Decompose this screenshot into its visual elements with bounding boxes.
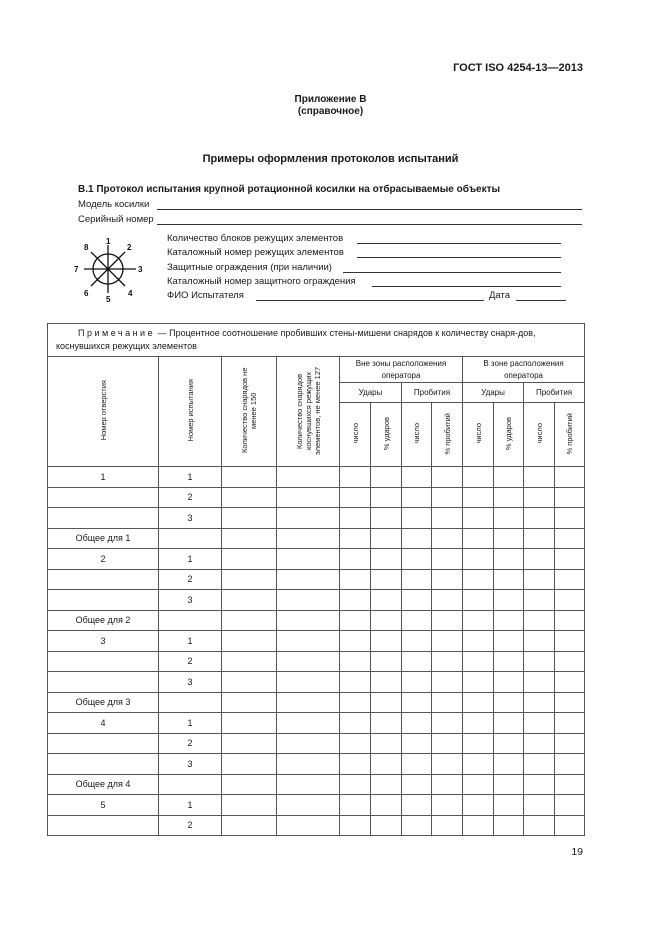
mower-model-line[interactable] [157, 209, 582, 210]
entry-cell[interactable] [340, 549, 371, 570]
blocks-count-line[interactable] [357, 243, 561, 244]
entry-cell[interactable] [340, 795, 371, 816]
entry-cell[interactable] [555, 733, 585, 754]
annex-note: (справочное) [297, 106, 364, 117]
leaf-pen-pct-header: % пробитий [432, 403, 463, 467]
entry-cell[interactable] [277, 651, 340, 672]
entry-cell[interactable] [340, 467, 371, 488]
main-title: Примеры оформления протоколов испытаний [202, 153, 459, 165]
table-row [48, 487, 585, 508]
entry-cell[interactable] [402, 610, 432, 631]
entry-cell[interactable] [555, 590, 585, 611]
test-cell [159, 610, 222, 631]
entry-cell[interactable] [371, 508, 402, 529]
entry-cell[interactable] [402, 651, 432, 672]
entry-cell[interactable] [524, 528, 555, 549]
diagram-label-5: 5 [106, 295, 111, 304]
inside-pen-header: Пробития [524, 383, 585, 403]
table-row [48, 651, 585, 672]
entry-cell[interactable] [524, 815, 555, 836]
entry-cell[interactable] [371, 795, 402, 816]
entry-cell[interactable] [555, 713, 585, 734]
entry-cell[interactable] [432, 631, 463, 652]
entry-cell[interactable] [371, 733, 402, 754]
entry-cell[interactable] [524, 590, 555, 611]
entry-cell[interactable] [277, 549, 340, 570]
serial-number-label: Серийный номер [78, 214, 154, 225]
catalog-number-line[interactable] [357, 257, 561, 258]
entry-cell[interactable] [402, 569, 432, 590]
entry-cell[interactable] [222, 815, 277, 836]
test-cell: 2 [159, 487, 222, 508]
diagram-label-6: 6 [84, 289, 89, 298]
diagram-label-3: 3 [138, 265, 143, 274]
entry-cell[interactable] [524, 467, 555, 488]
diagram-label-1: 1 [106, 237, 111, 246]
entry-cell[interactable] [222, 651, 277, 672]
hole-cell: 4 [48, 713, 159, 734]
entry-cell[interactable] [494, 754, 524, 775]
entry-cell[interactable] [371, 487, 402, 508]
entry-cell[interactable] [340, 487, 371, 508]
entry-cell[interactable] [524, 631, 555, 652]
entry-cell[interactable] [402, 692, 432, 713]
entry-cell[interactable] [402, 549, 432, 570]
test-cell: 1 [159, 795, 222, 816]
entry-cell[interactable] [555, 569, 585, 590]
test-cell: 1 [159, 631, 222, 652]
table-row [48, 508, 585, 529]
standard-number: ГОСТ ISO 4254-13—2013 [453, 62, 583, 74]
entry-cell[interactable] [222, 569, 277, 590]
table-row [48, 569, 585, 590]
entry-cell[interactable] [494, 467, 524, 488]
entry-cell[interactable] [432, 754, 463, 775]
test-cell: 3 [159, 590, 222, 611]
entry-cell[interactable] [340, 631, 371, 652]
table-row [48, 590, 585, 611]
test-cell [159, 528, 222, 549]
hole-cell [48, 754, 159, 775]
entry-cell[interactable] [222, 508, 277, 529]
entry-cell[interactable] [463, 590, 494, 611]
entry-cell[interactable] [494, 692, 524, 713]
entry-cell[interactable] [277, 795, 340, 816]
entry-cell[interactable] [277, 692, 340, 713]
entry-cell[interactable] [277, 508, 340, 529]
entry-cell[interactable] [277, 487, 340, 508]
entry-cell[interactable] [402, 733, 432, 754]
entry-cell[interactable] [463, 815, 494, 836]
note-text: — Процентное соотношение пробивших стены-мишени снарядов к количеству снаря-дов, коснувшихся режущих элементов [56, 328, 536, 351]
entry-cell[interactable] [463, 487, 494, 508]
entry-cell[interactable] [432, 467, 463, 488]
leaf-pen-pct-header: % пробитий [555, 403, 585, 467]
entry-cell[interactable] [463, 774, 494, 795]
entry-cell[interactable] [277, 733, 340, 754]
entry-cell[interactable] [340, 815, 371, 836]
entry-cell[interactable] [524, 569, 555, 590]
entry-cell[interactable] [371, 610, 402, 631]
entry-cell[interactable] [340, 590, 371, 611]
entry-cell[interactable] [524, 795, 555, 816]
mower-model-label: Модель косилки [78, 199, 150, 210]
entry-cell[interactable] [222, 610, 277, 631]
diagram-label-4: 4 [128, 289, 133, 298]
entry-cell[interactable] [463, 651, 494, 672]
section-title: В.1 Протокол испытания крупной ротационной косилки на отбрасываемые объекты [78, 184, 501, 195]
entry-cell[interactable] [222, 487, 277, 508]
entry-cell[interactable] [432, 733, 463, 754]
group-inside-header: В зоне расположения оператора [463, 357, 585, 383]
leaf-hits-pct-header: % ударов [494, 403, 524, 467]
entry-cell[interactable] [402, 590, 432, 611]
guards-label: Защитные ограждения (при наличии) [167, 262, 332, 273]
entry-cell[interactable] [222, 590, 277, 611]
test-cell: 3 [159, 672, 222, 693]
entry-cell[interactable] [371, 815, 402, 836]
entry-cell[interactable] [555, 774, 585, 795]
serial-number-line[interactable] [157, 224, 582, 225]
entry-cell[interactable] [555, 610, 585, 631]
blocks-count-label: Количество блоков режущих элементов [167, 233, 344, 244]
entry-cell[interactable] [277, 528, 340, 549]
entry-cell[interactable] [371, 651, 402, 672]
entry-cell[interactable] [494, 815, 524, 836]
entry-cell[interactable] [494, 590, 524, 611]
entry-cell[interactable] [222, 733, 277, 754]
hole-cell [48, 569, 159, 590]
outside-pen-header: Пробития [402, 383, 463, 403]
entry-cell[interactable] [463, 672, 494, 693]
hole-cell [48, 487, 159, 508]
entry-cell[interactable] [277, 815, 340, 836]
entry-cell[interactable] [340, 733, 371, 754]
entry-cell[interactable] [555, 631, 585, 652]
entry-cell[interactable] [463, 508, 494, 529]
table-row [48, 692, 585, 713]
entry-cell[interactable] [524, 774, 555, 795]
entry-cell[interactable] [371, 692, 402, 713]
entry-cell[interactable] [432, 528, 463, 549]
entry-cell[interactable] [432, 815, 463, 836]
col-hole-header: Номер отверстия [48, 357, 159, 467]
entry-cell[interactable] [555, 508, 585, 529]
outside-hits-header: Удары [340, 383, 402, 403]
entry-cell[interactable] [222, 672, 277, 693]
guard-catalog-label: Каталожный номер защитного ограждения [167, 276, 356, 287]
test-cell: 1 [159, 467, 222, 488]
test-cell: 2 [159, 569, 222, 590]
leaf-hits-pct-header: % ударов [371, 403, 402, 467]
entry-cell[interactable] [524, 651, 555, 672]
test-cell: 2 [159, 651, 222, 672]
entry-cell[interactable] [402, 467, 432, 488]
hole-cell: Общее для 2 [48, 610, 159, 631]
entry-cell[interactable] [371, 528, 402, 549]
entry-cell[interactable] [494, 672, 524, 693]
entry-cell[interactable] [402, 795, 432, 816]
entry-cell[interactable] [524, 672, 555, 693]
hole-cell [48, 733, 159, 754]
entry-cell[interactable] [402, 815, 432, 836]
entry-cell[interactable] [463, 569, 494, 590]
entry-cell[interactable] [524, 487, 555, 508]
entry-cell[interactable] [494, 569, 524, 590]
hole-cell: Общее для 1 [48, 528, 159, 549]
entry-cell[interactable] [277, 610, 340, 631]
entry-cell[interactable] [524, 610, 555, 631]
entry-cell[interactable] [371, 754, 402, 775]
hole-cell [48, 672, 159, 693]
leaf-count-header: число [463, 403, 494, 467]
diagram-label-2: 2 [127, 243, 132, 252]
entry-cell[interactable] [340, 774, 371, 795]
leaf-count-header: число [402, 403, 432, 467]
table-row [48, 774, 585, 795]
annex-title: Приложение В [294, 94, 367, 105]
entry-cell[interactable] [432, 713, 463, 734]
entry-cell[interactable] [402, 631, 432, 652]
guards-line[interactable] [343, 272, 561, 273]
entry-cell[interactable] [371, 549, 402, 570]
entry-cell[interactable] [494, 487, 524, 508]
tester-name-label: ФИО Испытателя [167, 290, 244, 301]
entry-cell[interactable] [340, 569, 371, 590]
page-number: 19 [571, 846, 583, 858]
entry-cell[interactable] [463, 610, 494, 631]
hole-cell [48, 508, 159, 529]
hole-cell: 5 [48, 795, 159, 816]
test-cell: 3 [159, 754, 222, 775]
entry-cell[interactable] [432, 651, 463, 672]
entry-cell[interactable] [402, 713, 432, 734]
table-body [48, 467, 585, 836]
table-row [48, 733, 585, 754]
entry-cell[interactable] [340, 528, 371, 549]
entry-cell[interactable] [494, 610, 524, 631]
hole-cell: 3 [48, 631, 159, 652]
entry-cell[interactable] [340, 754, 371, 775]
date-line[interactable] [516, 300, 566, 301]
table-row [48, 713, 585, 734]
entry-cell[interactable] [432, 672, 463, 693]
entry-cell[interactable] [222, 795, 277, 816]
table-row [48, 754, 585, 775]
entry-cell[interactable] [371, 631, 402, 652]
entry-cell[interactable] [555, 672, 585, 693]
entry-cell[interactable] [494, 733, 524, 754]
entry-cell[interactable] [277, 631, 340, 652]
entry-cell[interactable] [463, 631, 494, 652]
entry-cell[interactable] [432, 487, 463, 508]
entry-cell[interactable] [222, 631, 277, 652]
leaf-count-header: число [340, 403, 371, 467]
entry-cell[interactable] [524, 692, 555, 713]
entry-cell[interactable] [402, 672, 432, 693]
entry-cell[interactable] [463, 754, 494, 775]
entry-cell[interactable] [463, 713, 494, 734]
entry-cell[interactable] [340, 508, 371, 529]
entry-cell[interactable] [222, 467, 277, 488]
entry-cell[interactable] [494, 549, 524, 570]
diagram-label-7: 7 [74, 265, 79, 274]
test-cell: 1 [159, 713, 222, 734]
entry-cell[interactable] [494, 774, 524, 795]
table-row [48, 467, 585, 488]
entry-cell[interactable] [555, 651, 585, 672]
entry-cell[interactable] [277, 774, 340, 795]
entry-cell[interactable] [371, 672, 402, 693]
catalog-number-label: Каталожный номер режущих элементов [167, 247, 344, 258]
entry-cell[interactable] [371, 713, 402, 734]
entry-cell[interactable] [371, 590, 402, 611]
group-outside-header: Вне зоны расположения оператора [340, 357, 463, 383]
table-row [48, 795, 585, 816]
entry-cell[interactable] [222, 692, 277, 713]
entry-cell[interactable] [494, 508, 524, 529]
entry-cell[interactable] [371, 467, 402, 488]
entry-cell[interactable] [524, 549, 555, 570]
entry-cell[interactable] [402, 528, 432, 549]
hole-cell: 2 [48, 549, 159, 570]
entry-cell[interactable] [524, 733, 555, 754]
hole-cell [48, 815, 159, 836]
date-label: Дата [489, 290, 511, 301]
entry-cell[interactable] [555, 795, 585, 816]
entry-cell[interactable] [432, 569, 463, 590]
table-row [48, 672, 585, 693]
table-row [48, 815, 585, 836]
entry-cell[interactable] [524, 754, 555, 775]
entry-cell[interactable] [277, 467, 340, 488]
entry-cell[interactable] [555, 692, 585, 713]
leaf-count-header: число [524, 403, 555, 467]
entry-cell[interactable] [402, 754, 432, 775]
entry-cell[interactable] [340, 692, 371, 713]
entry-cell[interactable] [555, 754, 585, 775]
entry-cell[interactable] [432, 774, 463, 795]
entry-cell[interactable] [432, 692, 463, 713]
entry-cell[interactable] [463, 692, 494, 713]
entry-cell[interactable] [222, 774, 277, 795]
entry-cell[interactable] [340, 713, 371, 734]
test-cell: 2 [159, 733, 222, 754]
col-touching-header: Количество снарядов коснувшихся режущих элементов, не менее 127 [277, 357, 340, 467]
entry-cell[interactable] [494, 528, 524, 549]
hole-cell: 1 [48, 467, 159, 488]
note-prefix: Примечание [78, 328, 156, 338]
test-cell [159, 774, 222, 795]
test-cell: 3 [159, 508, 222, 529]
entry-cell[interactable] [432, 610, 463, 631]
table-note [48, 324, 585, 357]
test-cell: 1 [159, 549, 222, 570]
entry-cell[interactable] [402, 487, 432, 508]
entry-cell[interactable] [222, 528, 277, 549]
entry-cell[interactable] [463, 549, 494, 570]
entry-cell[interactable] [371, 774, 402, 795]
table-row [48, 631, 585, 652]
entry-cell[interactable] [402, 774, 432, 795]
entry-cell[interactable] [463, 733, 494, 754]
entry-cell[interactable] [494, 631, 524, 652]
entry-cell[interactable] [222, 713, 277, 734]
guard-catalog-line[interactable] [372, 286, 561, 287]
entry-cell[interactable] [340, 610, 371, 631]
entry-cell[interactable] [463, 795, 494, 816]
entry-cell[interactable] [277, 590, 340, 611]
entry-cell[interactable] [277, 569, 340, 590]
entry-cell[interactable] [340, 651, 371, 672]
hole-cell: Общее для 3 [48, 692, 159, 713]
entry-cell[interactable] [555, 815, 585, 836]
entry-cell[interactable] [222, 754, 277, 775]
entry-cell[interactable] [222, 549, 277, 570]
entry-cell[interactable] [277, 672, 340, 693]
test-cell [159, 692, 222, 713]
entry-cell[interactable] [555, 528, 585, 549]
entry-cell[interactable] [432, 508, 463, 529]
test-cell: 2 [159, 815, 222, 836]
table-row [48, 549, 585, 570]
entry-cell[interactable] [494, 651, 524, 672]
entry-cell[interactable] [277, 713, 340, 734]
entry-cell[interactable] [524, 508, 555, 529]
hole-cell [48, 651, 159, 672]
entry-cell[interactable] [555, 549, 585, 570]
entry-cell[interactable] [463, 467, 494, 488]
entry-cell[interactable] [432, 795, 463, 816]
entry-cell[interactable] [277, 754, 340, 775]
entry-cell[interactable] [432, 590, 463, 611]
test-results-table [47, 323, 585, 836]
entry-cell[interactable] [494, 713, 524, 734]
entry-cell[interactable] [555, 467, 585, 488]
entry-cell[interactable] [432, 549, 463, 570]
hole-cell: Общее для 4 [48, 774, 159, 795]
entry-cell[interactable] [340, 672, 371, 693]
table-row [48, 610, 585, 631]
col-test-header: Номер испытания [159, 357, 222, 467]
diagram-label-8: 8 [84, 243, 89, 252]
entry-cell[interactable] [371, 569, 402, 590]
table-row [48, 528, 585, 549]
inside-hits-header: Удары [463, 383, 524, 403]
entry-cell[interactable] [494, 795, 524, 816]
entry-cell[interactable] [524, 713, 555, 734]
rotor-diagram [72, 236, 152, 304]
entry-cell[interactable] [463, 528, 494, 549]
hole-cell [48, 590, 159, 611]
entry-cell[interactable] [402, 508, 432, 529]
entry-cell[interactable] [555, 487, 585, 508]
tester-name-line[interactable] [256, 300, 484, 301]
col-projectiles-header: Количество снарядов не менее 150 [222, 357, 277, 467]
